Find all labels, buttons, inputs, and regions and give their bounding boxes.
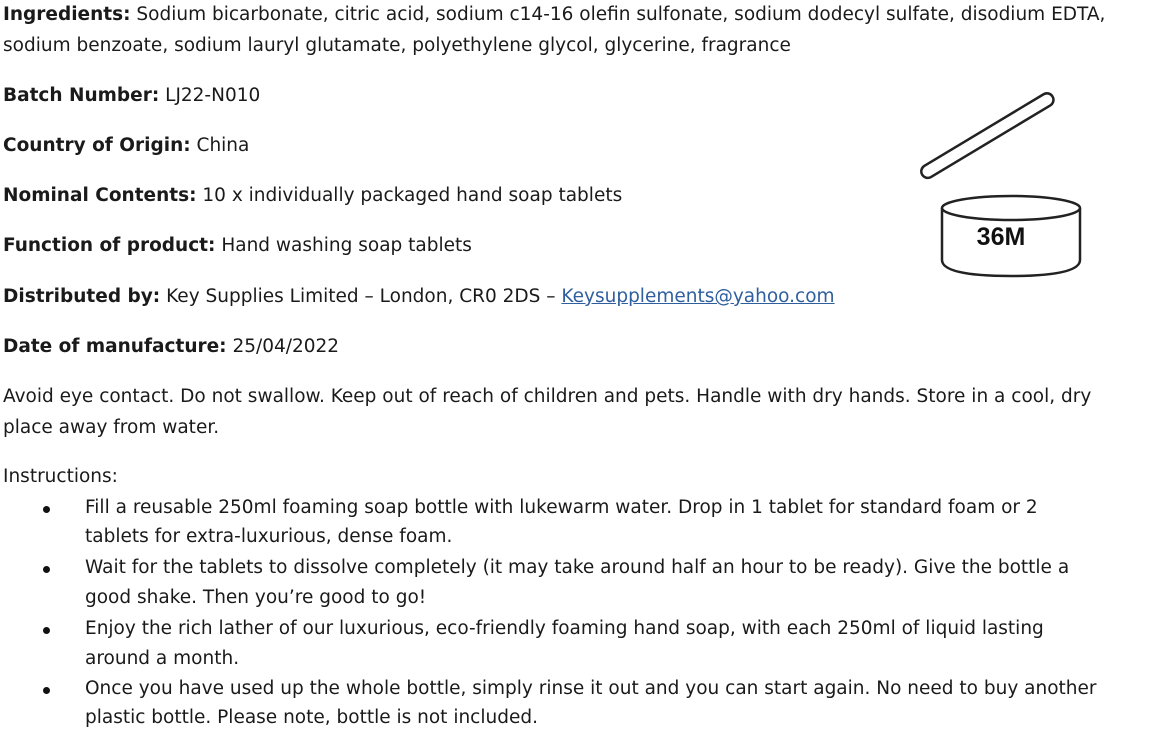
ingredients-text-2: sodium benzoate, sodium lauryl glutamate, polyethylene glycol, glycerine, fragrance: [3, 35, 791, 56]
distributed-by: [3, 282, 835, 312]
batch-number: [3, 81, 260, 111]
email-link[interactable]: Keysupplements@yahoo.com: [561, 286, 835, 307]
ingredients-text-1: Sodium bicarbonate, citric acid, sodium c14-16 olefin sulfonate, sodium dodecyl sulfate, disodium EDTA,: [130, 4, 1106, 25]
distributed-label: Distributed by:: [3, 286, 161, 307]
function-of-product: [3, 231, 472, 261]
instructions-heading: [3, 462, 118, 492]
contents-label: Nominal Contents:: [3, 185, 197, 206]
list-item-line-1: Fill a reusable 250ml foaming soap bottle with lukewarm water. Drop in 1 tablet for standard foam or 2: [85, 497, 1038, 518]
list-item-line-2: tablets for extra-luxurious, dense foam.: [85, 526, 453, 547]
origin-value: China: [190, 135, 250, 156]
manufacture-label: Date of manufacture:: [3, 336, 227, 357]
ingredients-label: Ingredients:: [3, 4, 131, 25]
date-of-manufacture: [3, 332, 339, 362]
product-label-document: [3, 0, 1149, 732]
batch-value: LJ22-N010: [159, 85, 261, 106]
list-item-line-1: Enjoy the rich lather of our luxurious, eco-friendly foaming hand soap, with each 250ml of liquid lasting: [85, 618, 1044, 639]
manufacture-value: 25/04/2022: [226, 336, 340, 357]
period-after-opening-symbol: [911, 92, 1091, 282]
bullet-icon: [43, 566, 50, 573]
warning-text-1: Avoid eye contact. Do not swallow. Keep out of reach of children and pets. Handle with dry hands. Store in a cool, dry: [3, 386, 1092, 407]
warning-text-2: place away from water.: [3, 417, 220, 438]
bullet-icon: [43, 627, 50, 634]
bullet-icon: [43, 506, 50, 513]
bullet-icon: [43, 687, 50, 694]
list-item-line-2: good shake. Then you’re good to go!: [85, 587, 427, 608]
pao-label: 36M: [976, 223, 1026, 251]
open-jar-icon: [911, 92, 1091, 282]
list-item-line-2: plastic bottle. Please note, bottle is not included.: [85, 707, 538, 728]
contents-value: 10 x individually packaged hand soap tablets: [196, 185, 623, 206]
function-value: Hand washing soap tablets: [215, 235, 472, 256]
country-of-origin: [3, 131, 249, 161]
instructions-heading-text: Instructions:: [3, 466, 118, 487]
origin-label: Country of Origin:: [3, 135, 191, 156]
list-item-line-2: around a month.: [85, 648, 240, 669]
function-label: Function of product:: [3, 235, 216, 256]
ingredients-line-1: [3, 0, 1105, 30]
warning-line-1: [3, 382, 1091, 412]
batch-label: Batch Number:: [3, 85, 160, 106]
warning-line-2: [3, 413, 219, 443]
list-item-line-1: Once you have used up the whole bottle, simply rinse it out and you can start again. No need to buy another: [85, 678, 1097, 699]
nominal-contents: [3, 181, 622, 211]
distributed-value: Key Supplies Limited – London, CR0 2DS –: [160, 286, 562, 307]
ingredients-line-2: [3, 31, 791, 61]
list-item-line-1: Wait for the tablets to dissolve completely (it may take around half an hour to be ready). Give the bottle a: [85, 557, 1070, 578]
